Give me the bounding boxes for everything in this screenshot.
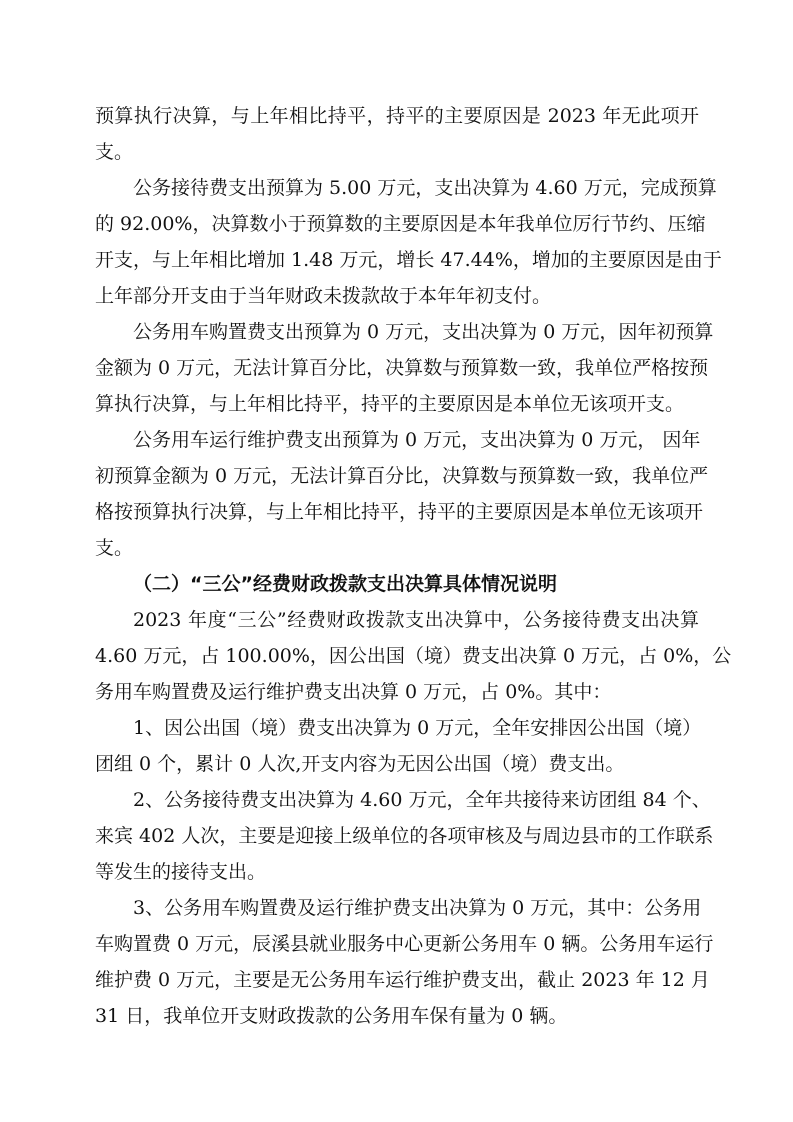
text-line: 开支，与上年相比增加 1.48 万元，增长 47.44%，增加的主要原因是由于 (95, 249, 722, 271)
text-line: 上年部分开支由于当年财政未拨款故于本年年初支付。 (95, 285, 552, 307)
text-line: 公务接待费支出预算为 5.00 万元，支出决算为 4.60 万元，完成预算 (133, 177, 717, 199)
text-line: 格按预算执行决算，与上年相比持平，持平的主要原因是本单位无该项开 (95, 501, 704, 523)
text-line: 支。 (95, 537, 134, 559)
text-line: 4.60 万元，占 100.00%，因公出国（境）费支出决算 0 万元，占 0%，公 (95, 645, 732, 667)
text-line: 31 日，我单位开支财政拨款的公务用车保有量为 0 辆。 (95, 1005, 568, 1027)
text-line: 支。 (95, 141, 134, 163)
paragraph (95, 602, 732, 710)
document-body (95, 98, 732, 1034)
paragraph (95, 710, 702, 782)
paragraph (95, 890, 714, 1034)
text-line: 维护费 0 万元，主要是无公务用车运行维护费支出，截止 2023 年 12 月 (95, 969, 710, 991)
text-line: 算执行决算，与上年相比持平，持平的主要原因是本单位无该项开支。 (95, 393, 685, 415)
text-line: 2、公务接待费支出决算为 4.60 万元，全年共接待来访团组 84 个、 (133, 789, 711, 811)
text-line: 团组 0 个，累计 0 人次,开支内容为无因公出国（境）费支出。 (95, 753, 625, 775)
text-line: 公务用车购置费支出预算为 0 万元，支出决算为 0 万元，因年初预算 (133, 321, 714, 343)
text-line: 来宾 402 人次，主要是迎接上级单位的各项审核及与周边县市的工作联系 (95, 825, 714, 847)
paragraph (95, 98, 699, 170)
paragraph (95, 782, 714, 890)
text-line: 1、因公出国（境）费支出决算为 0 万元，全年安排因公出国（境） (133, 717, 702, 739)
paragraph-group-2 (95, 602, 732, 1034)
section-heading: （二）“三公”经费财政拨款支出决算具体情况说明 (133, 573, 557, 595)
text-line: 2023 年度“三公”经费财政拨款支出决算中，公务接待费支出决算 (133, 609, 699, 631)
text-line: 预算执行决算，与上年相比持平，持平的主要原因是 2023 年无此项开 (95, 105, 699, 127)
paragraph-group-1 (95, 98, 722, 566)
text-line: 的 92.00%，决算数小于预算数的主要原因是本年我单位厉行节约、压缩 (95, 213, 706, 235)
text-line: 金额为 0 万元，无法计算百分比，决算数与预算数一致，我单位严格按预 (95, 357, 709, 379)
text-line: 公务用车运行维护费支出预算为 0 万元，支出决算为 0 万元， 因年 (133, 429, 701, 451)
text-line: 初预算金额为 0 万元，无法计算百分比，决算数与预算数一致，我单位严 (95, 465, 709, 487)
paragraph (95, 314, 714, 422)
paragraph (95, 170, 722, 314)
paragraph (95, 422, 709, 566)
text-line: 3、公务用车购置费及运行维护费支出决算为 0 万元，其中：公务用 (133, 897, 702, 919)
text-line: 等发生的接待支出。 (95, 861, 267, 883)
text-line: 务用车购置费及运行维护费支出决算 0 万元，占 0%。其中： (95, 681, 612, 703)
text-line: 车购置费 0 万元，辰溪县就业服务中心更新公务用车 0 辆。公务用车运行 (95, 933, 714, 955)
